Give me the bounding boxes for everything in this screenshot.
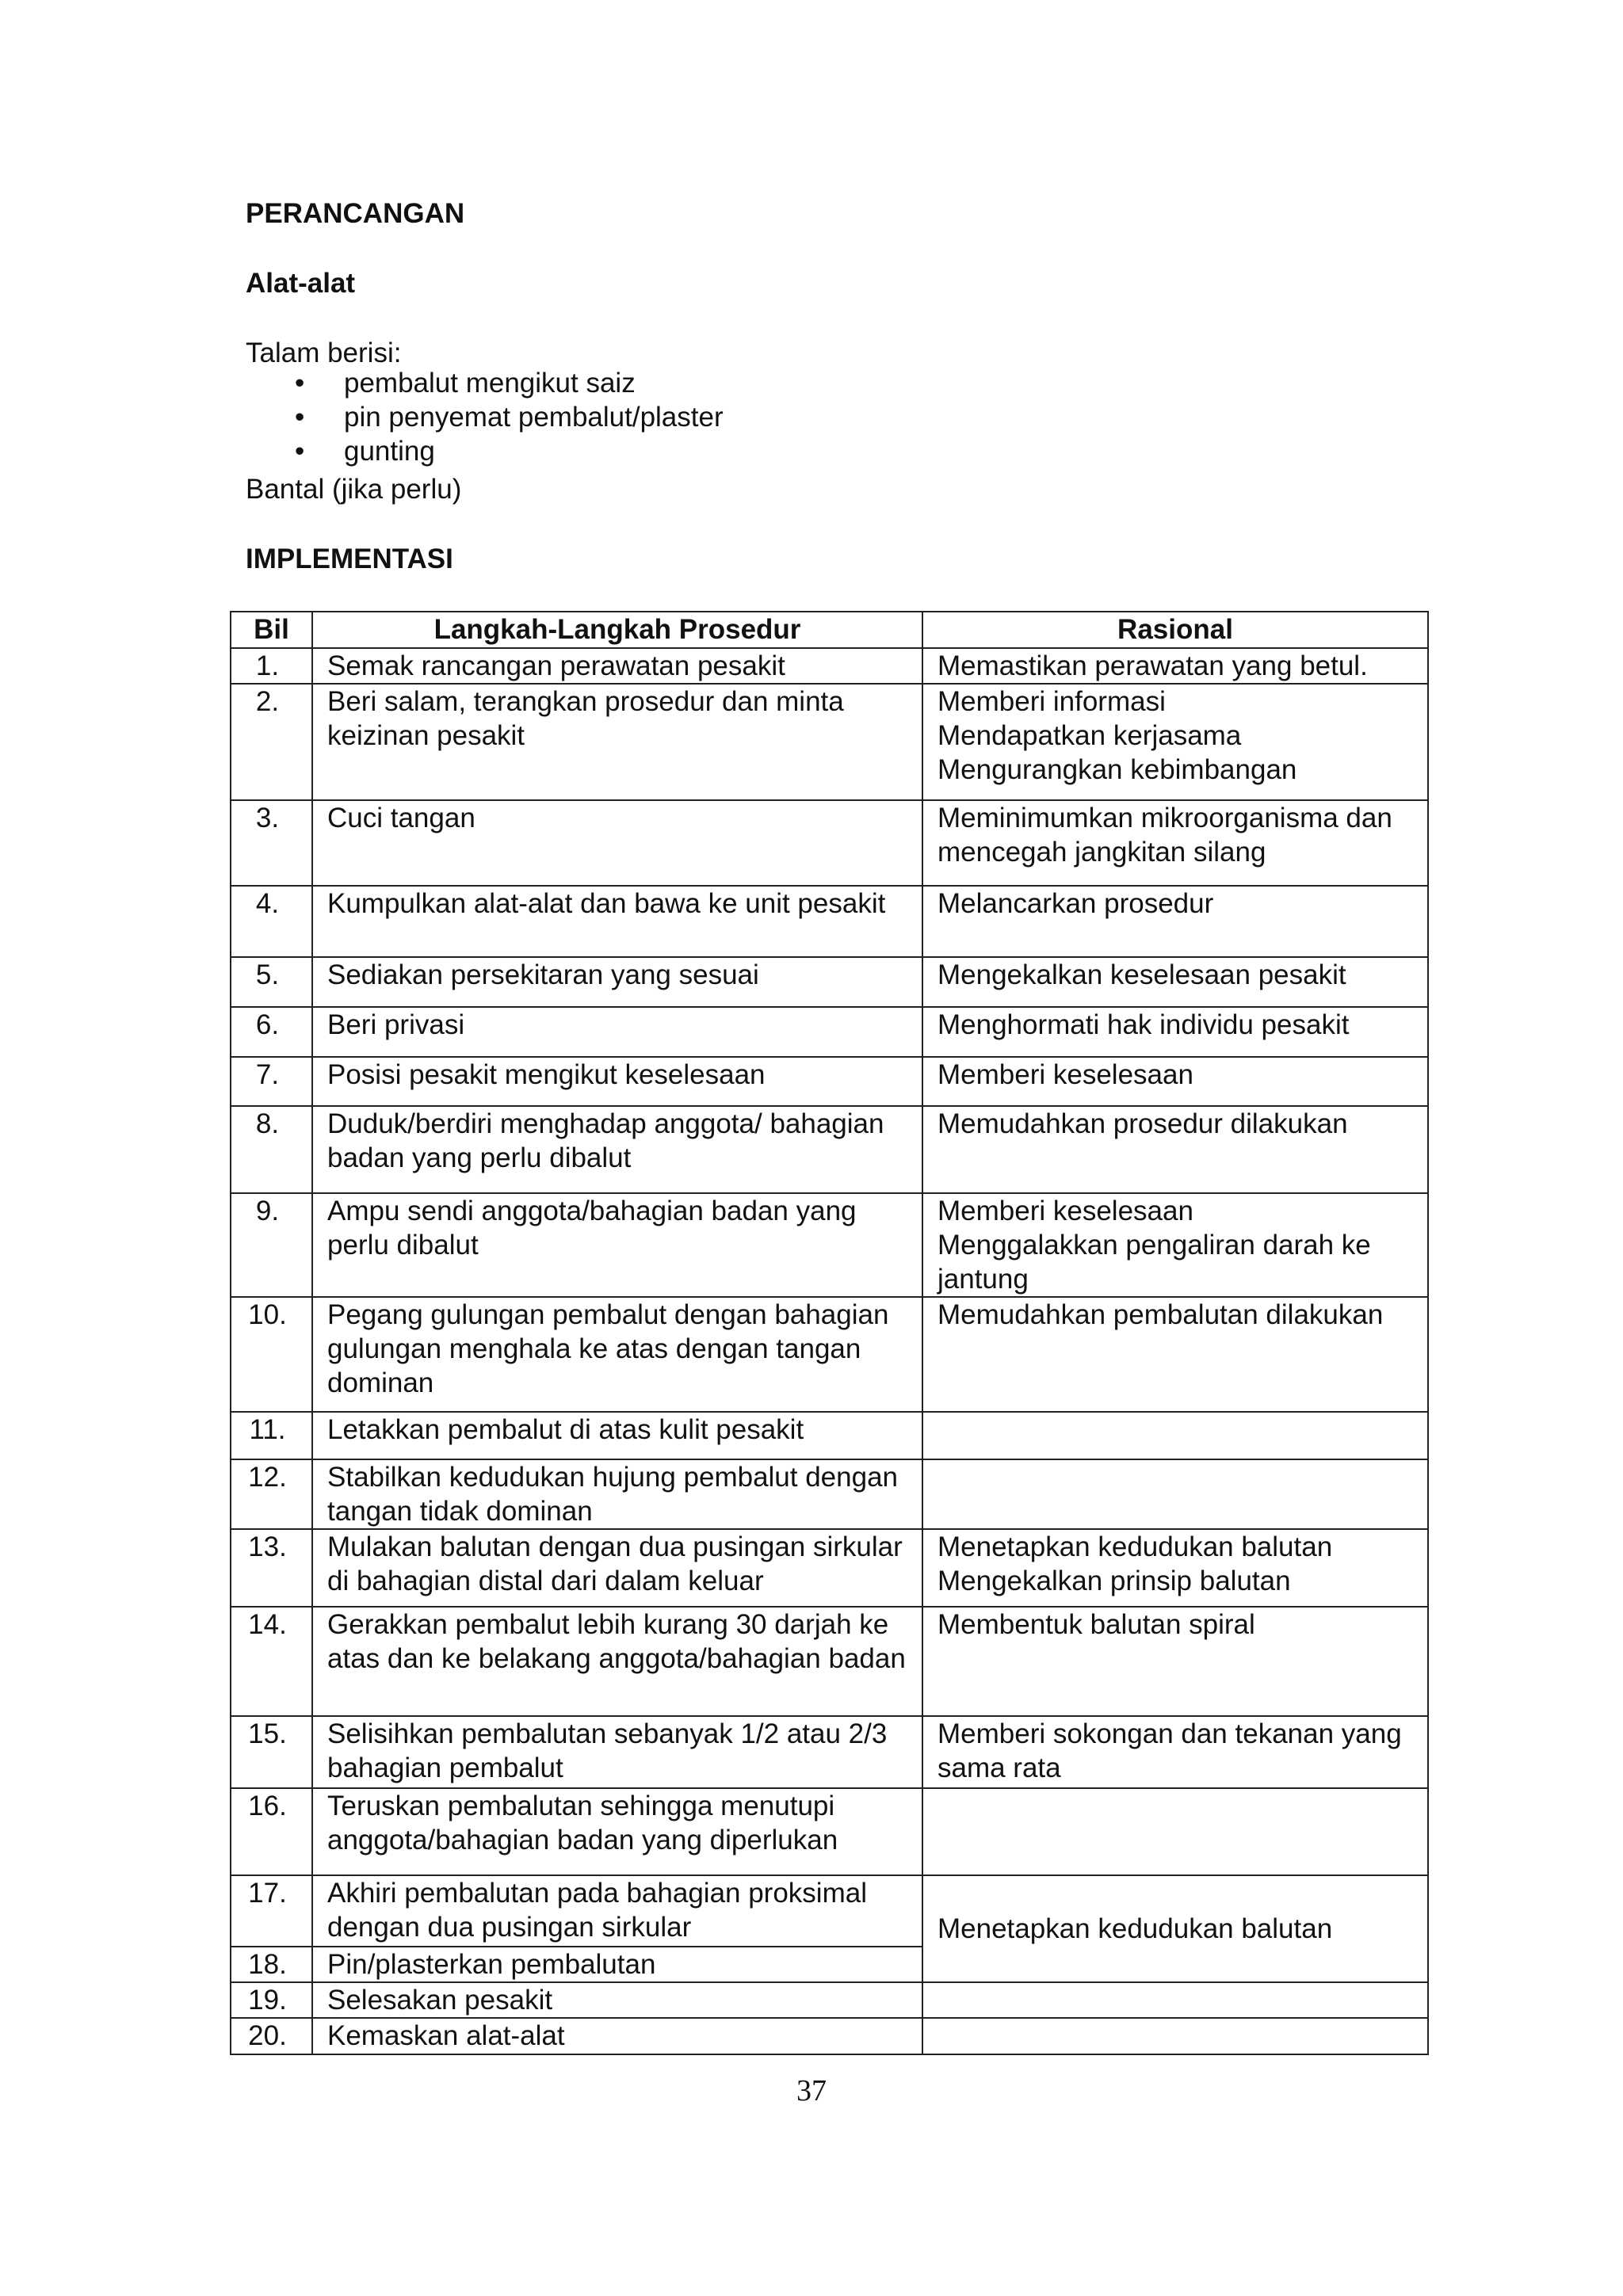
procedure-table bbox=[230, 611, 1429, 2055]
row-number: 13. bbox=[231, 1529, 312, 1607]
row-number: 9. bbox=[231, 1193, 312, 1297]
row-number: 1. bbox=[231, 648, 312, 684]
row-number: 11. bbox=[231, 1412, 312, 1459]
row-rationale bbox=[922, 1459, 1428, 1529]
rationale-line: Mengekalkan prinsip balutan bbox=[938, 1566, 1291, 1596]
row-number: 19. bbox=[231, 1982, 312, 2018]
rationale-line: Mendapatkan kerjasama bbox=[938, 720, 1242, 751]
rationale-line: Mengurangkan kebimbangan bbox=[938, 754, 1297, 785]
row-rationale bbox=[922, 684, 1428, 800]
table-row bbox=[231, 886, 1428, 957]
table-row bbox=[231, 1716, 1428, 1788]
row-rationale bbox=[922, 1982, 1428, 2018]
row-step: Kemaskan alat-alat bbox=[312, 2018, 922, 2054]
row-number: 3. bbox=[231, 800, 312, 886]
row-step: Letakkan pembalut di atas kulit pesakit bbox=[312, 1412, 922, 1459]
row-rationale: Memudahkan prosedur dilakukan bbox=[922, 1106, 1428, 1193]
table-row bbox=[231, 648, 1428, 684]
row-number: 5. bbox=[231, 957, 312, 1007]
row-rationale bbox=[922, 1788, 1428, 1875]
talam-list bbox=[246, 366, 724, 468]
row-number: 8. bbox=[231, 1106, 312, 1193]
row-number: 20. bbox=[231, 2018, 312, 2054]
row-step: Semak rancangan perawatan pesakit bbox=[312, 648, 922, 684]
row-rationale: Memberi keselesaan bbox=[922, 1057, 1428, 1106]
row-step: Posisi pesakit mengikut keselesaan bbox=[312, 1057, 922, 1106]
row-number: 6. bbox=[231, 1007, 312, 1057]
row-rationale: Membentuk balutan spiral bbox=[922, 1607, 1428, 1716]
table-row bbox=[231, 2018, 1428, 2054]
row-number: 16. bbox=[231, 1788, 312, 1875]
row-rationale bbox=[922, 1529, 1428, 1607]
row-step: Beri privasi bbox=[312, 1007, 922, 1057]
row-number: 10. bbox=[231, 1297, 312, 1412]
list-item: • gunting bbox=[246, 434, 724, 468]
row-number: 15. bbox=[231, 1716, 312, 1788]
row-number: 14. bbox=[231, 1607, 312, 1716]
bantal-note: Bantal (jika perlu) bbox=[246, 474, 462, 505]
row-number: 12. bbox=[231, 1459, 312, 1529]
section-heading-implementasi: IMPLEMENTASI bbox=[246, 543, 453, 574]
table-row bbox=[231, 1297, 1428, 1412]
row-rationale: Menghormati hak individu pesakit bbox=[922, 1007, 1428, 1057]
table-row bbox=[231, 684, 1428, 800]
rationale-line: Menggalakkan pengaliran darah ke jantung bbox=[938, 1230, 1371, 1295]
rationale-line: Menetapkan kedudukan balutan bbox=[938, 1531, 1333, 1562]
row-step: Kumpulkan alat-alat dan bawa ke unit pesakit bbox=[312, 886, 922, 957]
table-row bbox=[231, 1529, 1428, 1607]
row-rationale bbox=[922, 1412, 1428, 1459]
header-bil: Bil bbox=[231, 612, 312, 648]
row-rationale: Menetapkan kedudukan balutan bbox=[922, 1875, 1428, 1982]
table-row bbox=[231, 957, 1428, 1007]
table-row bbox=[231, 1607, 1428, 1716]
header-rasional: Rasional bbox=[922, 612, 1428, 648]
row-rationale: Memberi sokongan dan tekanan yang sama rata bbox=[922, 1716, 1428, 1788]
row-step: Ampu sendi anggota/bahagian badan yang perlu dibalut bbox=[312, 1193, 922, 1297]
header-langkah: Langkah-Langkah Prosedur bbox=[312, 612, 922, 648]
row-step: Akhiri pembalutan pada bahagian proksimal dengan dua pusingan sirkular bbox=[312, 1875, 922, 1947]
row-number: 18. bbox=[231, 1947, 312, 1982]
row-rationale bbox=[922, 1193, 1428, 1297]
section-heading-perancangan: PERANCANGAN bbox=[246, 198, 465, 229]
table-header-row bbox=[231, 612, 1428, 648]
row-step: Pegang gulungan pembalut dengan bahagian gulungan menghala ke atas dengan tangan dominan bbox=[312, 1297, 922, 1412]
rationale-line: Memberi informasi bbox=[938, 686, 1166, 717]
table-row bbox=[231, 1106, 1428, 1193]
talam-intro: Talam berisi: bbox=[246, 338, 402, 368]
row-step: Gerakkan pembalut lebih kurang 30 darjah ke atas dan ke belakang anggota/bahagian badan bbox=[312, 1607, 922, 1716]
row-step: Pin/plasterkan pembalutan bbox=[312, 1947, 922, 1982]
table-row bbox=[231, 1875, 1428, 1947]
row-step: Selisihkan pembalutan sebanyak 1/2 atau 2/3 bahagian pembalut bbox=[312, 1716, 922, 1788]
row-rationale: Memastikan perawatan yang betul. bbox=[922, 648, 1428, 684]
row-step: Sediakan persekitaran yang sesuai bbox=[312, 957, 922, 1007]
list-item: • pembalut mengikut saiz bbox=[246, 366, 724, 400]
table-row bbox=[231, 1057, 1428, 1106]
row-step: Beri salam, terangkan prosedur dan minta keizinan pesakit bbox=[312, 684, 922, 800]
table-row bbox=[231, 1007, 1428, 1057]
row-step: Cuci tangan bbox=[312, 800, 922, 886]
list-item: • pin penyemat pembalut/plaster bbox=[246, 400, 724, 434]
table-row bbox=[231, 800, 1428, 886]
table-row bbox=[231, 1193, 1428, 1297]
row-step: Duduk/berdiri menghadap anggota/ bahagian badan yang perlu dibalut bbox=[312, 1106, 922, 1193]
row-step: Selesakan pesakit bbox=[312, 1982, 922, 2018]
row-number: 7. bbox=[231, 1057, 312, 1106]
row-rationale: Memudahkan pembalutan dilakukan bbox=[922, 1297, 1428, 1412]
row-number: 2. bbox=[231, 684, 312, 800]
row-step: Stabilkan kedudukan hujung pembalut dengan tangan tidak dominan bbox=[312, 1459, 922, 1529]
page-number: 37 bbox=[796, 2074, 827, 2107]
table-row bbox=[231, 1459, 1428, 1529]
row-step: Mulakan balutan dengan dua pusingan sirkular di bahagian distal dari dalam keluar bbox=[312, 1529, 922, 1607]
rationale-line: Memberi keselesaan bbox=[938, 1196, 1193, 1226]
row-rationale: Melancarkan prosedur bbox=[922, 886, 1428, 957]
table-row bbox=[231, 1982, 1428, 2018]
row-rationale: Meminimumkan mikroorganisma dan mencegah jangkitan silang bbox=[922, 800, 1428, 886]
row-step: Teruskan pembalutan sehingga menutupi anggota/bahagian badan yang diperlukan bbox=[312, 1788, 922, 1875]
table-row bbox=[231, 1412, 1428, 1459]
subheading-alat-alat: Alat-alat bbox=[246, 268, 356, 299]
row-rationale bbox=[922, 2018, 1428, 2054]
row-rationale: Mengekalkan keselesaan pesakit bbox=[922, 957, 1428, 1007]
table-row bbox=[231, 1788, 1428, 1875]
row-number: 4. bbox=[231, 886, 312, 957]
row-number: 17. bbox=[231, 1875, 312, 1947]
